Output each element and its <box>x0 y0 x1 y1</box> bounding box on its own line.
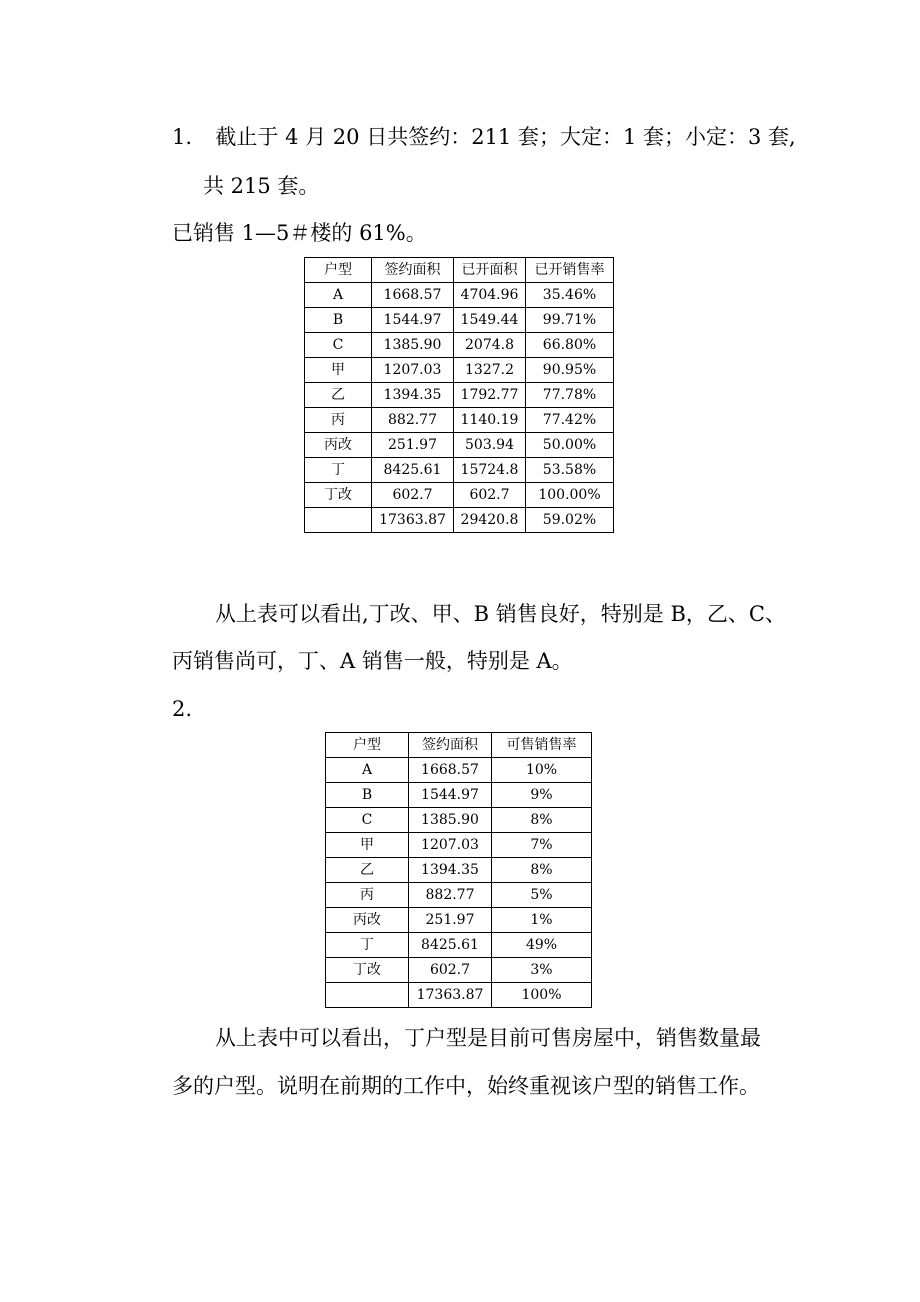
table-cell: 1549.44 <box>454 308 526 333</box>
table2-header-type: 户型 <box>326 733 409 758</box>
table-cell <box>305 508 372 533</box>
table-cell: 1385.90 <box>409 808 492 833</box>
table-row <box>326 808 592 833</box>
table-cell: 丁改 <box>326 958 409 983</box>
table-cell: 29420.8 <box>454 508 526 533</box>
table-cell: 10% <box>492 758 592 783</box>
table-row <box>326 983 592 1008</box>
table-row <box>305 433 614 458</box>
table-cell: 53.58% <box>526 458 614 483</box>
table-cell: 251.97 <box>409 908 492 933</box>
table-cell: 2074.8 <box>454 333 526 358</box>
table-cell: 1207.03 <box>372 358 454 383</box>
table-cell: 77.78% <box>526 383 614 408</box>
table-cell: 3% <box>492 958 592 983</box>
table-cell: 1385.90 <box>372 333 454 358</box>
section1-line2: 共 215 套。 <box>203 174 320 198</box>
table-row <box>326 783 592 808</box>
table-cell: 4704.96 <box>454 283 526 308</box>
table-cell: 882.77 <box>409 883 492 908</box>
table-cell: A <box>305 283 372 308</box>
table-row <box>305 483 614 508</box>
table-cell: 1668.57 <box>409 758 492 783</box>
table-cell: 8% <box>492 808 592 833</box>
table-cell: 1394.35 <box>372 383 454 408</box>
table-cell: B <box>305 308 372 333</box>
table1-header-row <box>305 258 614 283</box>
table-cell: 9% <box>492 783 592 808</box>
table-cell: 99.71% <box>526 308 614 333</box>
table-cell: 1% <box>492 908 592 933</box>
table-cell: 100% <box>492 983 592 1008</box>
table-cell: C <box>326 808 409 833</box>
table-row <box>326 833 592 858</box>
table-cell: 49% <box>492 933 592 958</box>
table-cell: 1327.2 <box>454 358 526 383</box>
table-cell: 35.46% <box>526 283 614 308</box>
table-row <box>326 958 592 983</box>
table-row <box>326 858 592 883</box>
table-row <box>305 308 614 333</box>
table-cell: 17363.87 <box>372 508 454 533</box>
table-row <box>326 908 592 933</box>
table-cell: B <box>326 783 409 808</box>
table-cell: 丙 <box>305 408 372 433</box>
table-row <box>305 358 614 383</box>
table-row <box>326 883 592 908</box>
table-cell: 5% <box>492 883 592 908</box>
table-cell: 甲 <box>305 358 372 383</box>
table1-header-opened-rate: 已开销售率 <box>526 258 614 283</box>
section1-number: 1. <box>172 125 193 149</box>
table-row <box>305 333 614 358</box>
table1-header-type: 户型 <box>305 258 372 283</box>
table-cell: 66.80% <box>526 333 614 358</box>
analysis2-line2: 多的户型。说明在前期的工作中，始终重视该户型的销售工作。 <box>172 1074 760 1098</box>
table-cell: 15724.8 <box>454 458 526 483</box>
table-row <box>305 508 614 533</box>
table-row <box>305 458 614 483</box>
table2-header-signed-area: 签约面积 <box>409 733 492 758</box>
table-cell: 丙改 <box>326 908 409 933</box>
table-cell: 100.00% <box>526 483 614 508</box>
table-cell: C <box>305 333 372 358</box>
table1-header-signed-area: 签约面积 <box>372 258 454 283</box>
table-cell: 乙 <box>305 383 372 408</box>
table-cell: 丁 <box>305 458 372 483</box>
table-cell: 1394.35 <box>409 858 492 883</box>
table-cell: 602.7 <box>409 958 492 983</box>
table-cell: 59.02% <box>526 508 614 533</box>
table-cell: 8% <box>492 858 592 883</box>
table-cell: 17363.87 <box>409 983 492 1008</box>
table-cell: 丙 <box>326 883 409 908</box>
analysis1-line1: 从上表可以看出,丁改、甲、B 销售良好，特别是 B，乙、C、 <box>215 602 786 626</box>
table-cell: 丙改 <box>305 433 372 458</box>
analysis2-line1: 从上表中可以看出，丁户型是目前可售房屋中，销售数量最 <box>215 1026 761 1050</box>
table-row <box>326 933 592 958</box>
table2-header-available-rate: 可售销售率 <box>492 733 592 758</box>
table-cell: 251.97 <box>372 433 454 458</box>
table-row <box>305 383 614 408</box>
table-cell: 77.42% <box>526 408 614 433</box>
table-row <box>305 408 614 433</box>
table-cell: 882.77 <box>372 408 454 433</box>
table-cell: 1544.97 <box>372 308 454 333</box>
table-cell: 8425.61 <box>372 458 454 483</box>
sales-table-1 <box>304 257 614 533</box>
table2-header-row <box>326 733 592 758</box>
table-cell: 503.94 <box>454 433 526 458</box>
table-cell: 50.00% <box>526 433 614 458</box>
table-cell: 602.7 <box>372 483 454 508</box>
table-cell: 丁改 <box>305 483 372 508</box>
table-cell: 乙 <box>326 858 409 883</box>
sales-table-2 <box>325 732 592 1008</box>
table1-header-opened-area: 已开面积 <box>454 258 526 283</box>
analysis1-line2: 丙销售尚可，丁、A 销售一般，特别是 A。 <box>172 649 573 673</box>
section1-sold-ratio: 已销售 1—5＃楼的 61%。 <box>172 221 427 245</box>
table-row <box>326 758 592 783</box>
table-cell: 1544.97 <box>409 783 492 808</box>
table-cell: 602.7 <box>454 483 526 508</box>
table-cell: 8425.61 <box>409 933 492 958</box>
table-row <box>305 283 614 308</box>
table-cell: 丁 <box>326 933 409 958</box>
table-cell: 1668.57 <box>372 283 454 308</box>
section1-line1 <box>172 123 796 151</box>
table-cell: 1792.77 <box>454 383 526 408</box>
table-cell: 1140.19 <box>454 408 526 433</box>
table-cell: A <box>326 758 409 783</box>
table-cell: 90.95% <box>526 358 614 383</box>
section1-summary-text: 截止于 4 月 20 日共签约：211 套；大定：1 套；小定：3 套, <box>215 125 796 149</box>
table-cell: 甲 <box>326 833 409 858</box>
table-cell: 7% <box>492 833 592 858</box>
table-cell: 1207.03 <box>409 833 492 858</box>
section2-number: 2. <box>172 697 193 721</box>
table-cell <box>326 983 409 1008</box>
